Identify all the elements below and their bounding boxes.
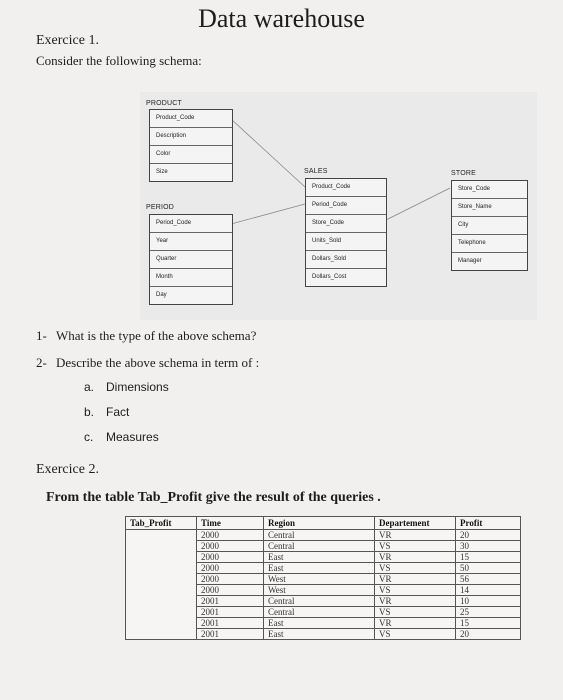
table-name-column-cell (126, 541, 197, 552)
page-title: Data warehouse (198, 4, 365, 33)
sales-field: Product_Code (306, 179, 386, 197)
region-cell: Central (264, 607, 375, 618)
column-header-profit: Profit (456, 517, 521, 530)
departement-cell: VS (375, 541, 456, 552)
departement-cell: VS (375, 585, 456, 596)
subitem-letter: b. (84, 405, 95, 419)
profit-cell: 30 (456, 541, 521, 552)
table-row (126, 552, 521, 563)
product-field: Product_Code (150, 110, 232, 128)
time-cell: 2000 (197, 585, 264, 596)
departement-cell: VR (375, 596, 456, 607)
subitem-text: Fact (106, 405, 130, 419)
time-cell: 2000 (197, 563, 264, 574)
period-field: Year (150, 233, 232, 251)
table-row (126, 530, 521, 541)
profit-cell: 25 (456, 607, 521, 618)
subitem-text: Dimensions (106, 380, 169, 394)
column-header-region: Region (264, 517, 375, 530)
store-entity (451, 180, 528, 271)
table-name-column-cell (126, 574, 197, 585)
exercise1-intro: Consider the following schema: (36, 53, 202, 68)
sales-field: Period_Code (306, 197, 386, 215)
store-field: Store_Code (452, 181, 527, 199)
table-name-column-cell (126, 607, 197, 618)
table-row (126, 585, 521, 596)
table-row (126, 574, 521, 585)
sales-field: Dollars_Sold (306, 251, 386, 269)
period-sales-link (231, 204, 305, 224)
period-entity (149, 214, 233, 305)
time-cell: 2000 (197, 530, 264, 541)
departement-cell: VS (375, 563, 456, 574)
product-title: PRODUCT (146, 100, 183, 107)
profit-cell: 14 (456, 585, 521, 596)
region-cell: West (264, 585, 375, 596)
table-name-column-cell (126, 563, 197, 574)
store-field: Store_Name (452, 199, 527, 217)
time-cell: 2001 (197, 607, 264, 618)
question-number: 1- (36, 328, 47, 343)
exercise1-heading: Exercice 1. (36, 33, 99, 48)
region-cell: Central (264, 596, 375, 607)
store-field: City (452, 217, 527, 235)
departement-cell: VR (375, 552, 456, 563)
subitem-text: Measures (106, 430, 159, 444)
product-entity (149, 109, 233, 182)
sales-title: SALES (304, 168, 328, 175)
period-field: Month (150, 269, 232, 287)
schema-figure (140, 92, 537, 320)
table-row (126, 607, 521, 618)
product-field: Description (150, 128, 232, 146)
departement-cell: VR (375, 618, 456, 629)
sales-field: Store_Code (306, 215, 386, 233)
departement-cell: VR (375, 530, 456, 541)
store-field: Telephone (452, 235, 527, 253)
period-field: Period_Code (150, 215, 232, 233)
product-sales-link (231, 119, 305, 187)
departement-cell: VR (375, 574, 456, 585)
time-cell: 2000 (197, 574, 264, 585)
question-text: What is the type of the above schema? (56, 328, 257, 343)
sales-field: Dollars_Cost (312, 274, 347, 280)
table-name-column-cell (126, 530, 197, 541)
product-field: Color (150, 146, 232, 164)
time-cell: 2001 (197, 629, 264, 640)
exercise2-heading: Exercice 2. (36, 462, 99, 477)
column-header-departement: Departement (375, 517, 456, 530)
profit-cell: 20 (456, 530, 521, 541)
profit-cell: 56 (456, 574, 521, 585)
profit-cell: 10 (456, 596, 521, 607)
column-header-time: Time (197, 517, 264, 530)
table-name-column-cell (126, 585, 197, 596)
store-title: STORE (451, 170, 476, 177)
region-cell: East (264, 563, 375, 574)
product-field: Size (156, 169, 168, 175)
time-cell: 2000 (197, 541, 264, 552)
profit-cell: 15 (456, 552, 521, 563)
table-name-column-cell (126, 552, 197, 563)
table-name-column-cell (126, 618, 197, 629)
table-name-column-cell (126, 629, 197, 640)
table-name-column-cell (126, 596, 197, 607)
subitem-letter: a. (84, 380, 95, 394)
time-cell: 2001 (197, 618, 264, 629)
subitem-letter: c. (84, 430, 94, 444)
exercise2-instruction: From the table Tab_Profit give the result of the queries . (46, 490, 381, 505)
region-cell: West (264, 574, 375, 585)
question-text: Describe the above schema in term of : (56, 355, 260, 370)
table-name-cell: Tab_Profit (126, 517, 197, 530)
time-cell: 2000 (197, 552, 264, 563)
store-field: Manager (458, 258, 482, 264)
region-cell: East (264, 618, 375, 629)
period-field: Day (156, 292, 167, 298)
profit-table (125, 516, 521, 640)
question-number: 2- (36, 355, 47, 370)
period-title: PERIOD (146, 204, 175, 211)
table-header-row (126, 517, 521, 530)
departement-cell: VS (375, 629, 456, 640)
region-cell: Central (264, 530, 375, 541)
table-row (126, 618, 521, 629)
profit-cell: 15 (456, 618, 521, 629)
sales-field: Units_Sold (306, 233, 386, 251)
table-row (126, 596, 521, 607)
sales-store-link (386, 188, 450, 220)
profit-cell: 50 (456, 563, 521, 574)
departement-cell: VS (375, 607, 456, 618)
period-field: Quarter (150, 251, 232, 269)
region-cell: East (264, 629, 375, 640)
sales-entity (305, 178, 387, 287)
table-row (126, 541, 521, 552)
table-row (126, 629, 521, 640)
region-cell: Central (264, 541, 375, 552)
region-cell: East (264, 552, 375, 563)
time-cell: 2001 (197, 596, 264, 607)
table-row (126, 563, 521, 574)
profit-cell: 20 (456, 629, 521, 640)
